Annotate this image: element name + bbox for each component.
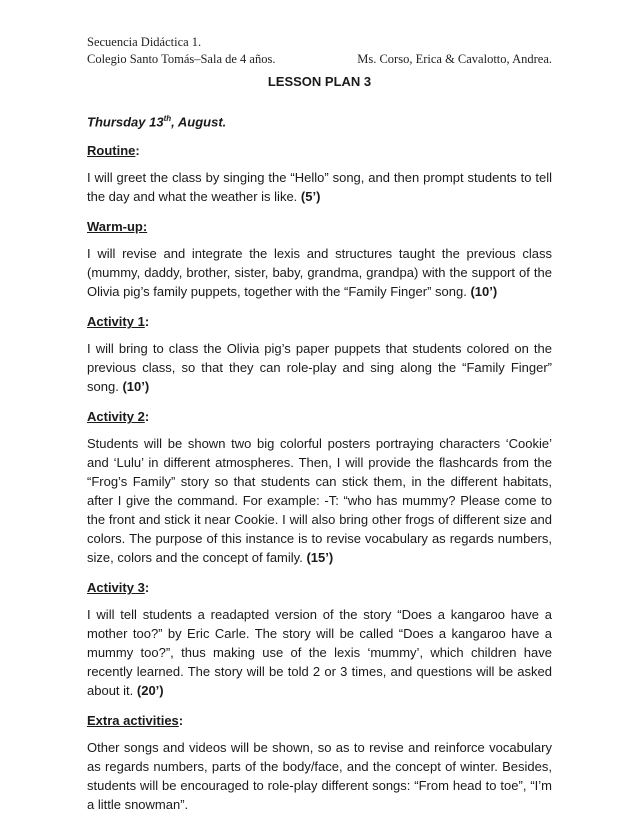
lesson-date: [87, 109, 552, 131]
header-info-row: [87, 51, 552, 68]
timing-badge: (10’): [470, 284, 498, 300]
heading-colon: :: [144, 580, 150, 596]
heading-colon: :: [144, 314, 150, 330]
page-title: LESSON PLAN 3: [267, 74, 372, 89]
header-sequence-line: Secuencia Didáctica 1.: [87, 35, 202, 49]
date-prefix: Thursday 13: [87, 114, 164, 130]
header-authors: Ms. Corso, Erica & Cavalotto, Andrea.: [357, 52, 552, 66]
heading-text-extra-activities: Extra activities: [87, 713, 179, 729]
heading-colon: :: [144, 409, 150, 425]
heading-colon: :: [135, 143, 140, 159]
section-text-extra-activities: [87, 738, 552, 814]
section-text-activity-2: [87, 434, 552, 567]
date-suffix: th: [163, 114, 172, 123]
paragraph-text: I will revise and integrate the lexis and structures taught the previous class (mummy, daddy, brother, sister, baby, grandma, grandpa) with the support of the Olivia pig’s family puppets, together with the “Family Finger” song.: [87, 246, 552, 300]
timing-badge: (10’): [122, 379, 150, 395]
date-rest: , August.: [171, 114, 227, 130]
heading-text-routine: Routine: [87, 143, 136, 159]
timing-badge: (20’): [136, 683, 164, 699]
heading-colon: :: [178, 713, 184, 729]
section-text-activity-3: [87, 605, 552, 700]
section-heading-activity-3: [87, 578, 552, 597]
section-text-routine: [87, 168, 552, 206]
timing-badge: (5’): [300, 189, 321, 205]
section-text-activity-1: [87, 339, 552, 396]
section-heading-activity-1: [87, 312, 552, 331]
timing-badge: (15’): [306, 550, 334, 566]
header-school: Colegio Santo Tomás–Sala de 4 años.: [87, 52, 276, 66]
heading-text-activity-1: Activity 1: [87, 314, 145, 330]
section-heading-routine: [87, 141, 552, 160]
section-heading-warm-up: [87, 217, 552, 236]
heading-text-activity-2: Activity 2: [87, 409, 145, 425]
section-text-warm-up: [87, 244, 552, 301]
section-heading-activity-2: [87, 407, 552, 426]
paragraph-text: I will bring to class the Olivia pig’s paper puppets that students colored on the previous class, so that they can role-play and sing along the “Family Finger” song.: [87, 341, 552, 395]
page-header: [87, 34, 552, 68]
document-body: [87, 72, 552, 825]
paragraph-text: I will greet the class by singing the “Hello” song, and then prompt students to tell the day and what the weather is like.: [87, 170, 552, 205]
paragraph-text: Students will be shown two big colorful posters portraying characters ‘Cookie’ and ‘Lulu’ in different atmospheres. Then, I will provide the flashcards from the “Frog’s Family” story so that students can stick them, in the different habitats, after I give the command. For example: -T: “who has mummy? Please come to the front and stick it near Cookie. I will also bring other frogs of different size and colors. The purpose of this instance is to revise vocabulary as regards numbers, size, colors and the concept of family.: [87, 436, 552, 566]
section-heading-extra-activities: [87, 711, 552, 730]
heading-text-activity-3: Activity 3: [87, 580, 145, 596]
paragraph-text: I will tell students a readapted version of the story “Does a kangaroo have a mother too?” by Eric Carle. The story will be called “Does a kangaroo have a mummy too?”, thus making use of the lexis ‘mummy’, which children have recently learned. The story will be told 2 or 3 times, and questions will be asked about it.: [87, 607, 552, 699]
paragraph-text: Other songs and videos will be shown, so as to revise and reinforce vocabulary as regards numbers, parts of the body/face, and the concept of winter. Besides, students will be encouraged to role-play different songs: “From head to toe”, “I’m a little snowman”.: [87, 740, 552, 813]
heading-text-warm-up: Warm-up:: [87, 219, 148, 235]
